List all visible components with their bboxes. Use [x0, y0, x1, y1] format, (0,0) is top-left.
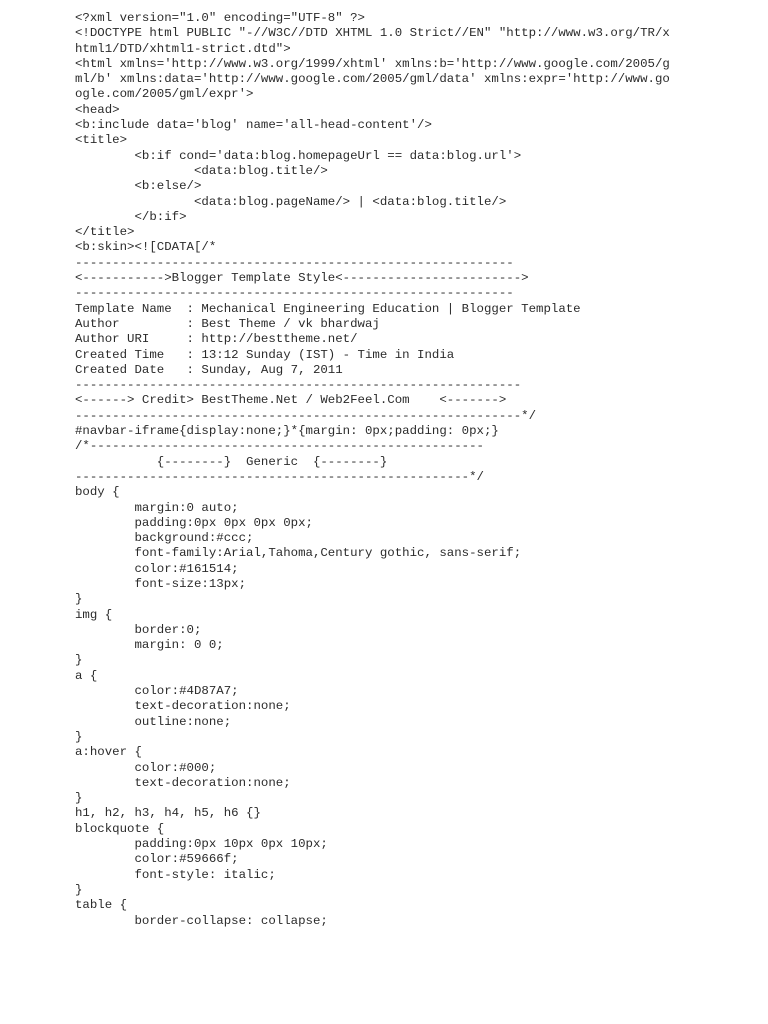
code-line: html1/DTD/xhtml1-strict.dtd">: [75, 41, 291, 56]
code-line: padding:0px 0px 0px 0px;: [75, 515, 313, 530]
code-line: border:0;: [75, 622, 202, 637]
code-line: outline:none;: [75, 714, 232, 729]
code-line: Template Name : Mechanical Engineering Education | Blogger Template: [75, 301, 581, 316]
code-line: }: [75, 729, 83, 744]
code-line: <?xml version="1.0" encoding="UTF-8" ?>: [75, 11, 365, 25]
code-line: text-decoration:none;: [75, 775, 291, 790]
code-line: color:#4D87A7;: [75, 684, 239, 699]
code-line: img {: [75, 607, 113, 622]
code-line: <html xmlns='http://www.w3.org/1999/xhtml' xmlns:b='http://www.google.com/2005/g: [75, 56, 670, 71]
code-line: }: [75, 592, 83, 607]
code-line: -----------------------------------------------------*/: [75, 469, 484, 484]
code-line: {--------} Generic {--------}: [75, 454, 388, 469]
code-line: <title>: [75, 133, 128, 148]
code-line: a {: [75, 668, 98, 683]
code-line: <data:blog.title/>: [75, 163, 328, 178]
code-line: text-decoration:none;: [75, 699, 291, 714]
code-line: <data:blog.pageName/> | <data:blog.title/>: [75, 194, 507, 209]
code-line: h1, h2, h3, h4, h5, h6 {}: [75, 806, 261, 821]
code-line: </title>: [75, 225, 135, 240]
code-line: ------------------------------------------------------------: [75, 378, 522, 393]
code-line: <!DOCTYPE html PUBLIC "-//W3C//DTD XHTML 1.0 Strict//EN" "http://www.w3.org/TR/x: [75, 26, 670, 41]
code-line: margin: 0 0;: [75, 638, 224, 653]
code-line: <------> Credit> BestTheme.Net / Web2Feel.Com <------->: [75, 393, 507, 408]
code-line: body {: [75, 485, 120, 500]
code-line: padding:0px 10px 0px 10px;: [75, 837, 328, 852]
code-line: table {: [75, 898, 128, 913]
code-line: #navbar-iframe{display:none;}*{margin: 0px;padding: 0px;}: [75, 424, 499, 439]
code-line: font-style: italic;: [75, 867, 276, 882]
code-line: font-size:13px;: [75, 576, 247, 591]
code-line: ml/b' xmlns:data='http://www.google.com/2005/gml/data' xmlns:expr='http://www.go: [75, 72, 670, 87]
code-line: background:#ccc;: [75, 531, 254, 546]
code-line: Author URI : http://besttheme.net/: [75, 332, 358, 347]
code-line: }: [75, 882, 83, 897]
code-line: a:hover {: [75, 745, 142, 760]
code-line: Author : Best Theme / vk bhardwaj: [75, 316, 380, 331]
code-line: }: [75, 791, 83, 806]
code-line: <----------->Blogger Template Style<------------------------>: [75, 271, 529, 286]
code-line: color:#59666f;: [75, 852, 239, 867]
code-line: -----------------------------------------------------------: [75, 255, 514, 270]
code-line: <b:include data='blog' name='all-head-content'/>: [75, 118, 432, 133]
code-line: Created Time : 13:12 Sunday (IST) - Time in India: [75, 347, 455, 362]
code-line: <b:if cond='data:blog.homepageUrl == data:blog.url'>: [75, 148, 522, 163]
code-line: ------------------------------------------------------------*/: [75, 408, 537, 423]
code-line: Created Date : Sunday, Aug 7, 2011: [75, 362, 343, 377]
code-document: [75, 11, 685, 929]
code-line: margin:0 auto;: [75, 500, 239, 515]
code-line: <b:else/>: [75, 179, 202, 194]
code-line: }: [75, 653, 83, 668]
code-line: ogle.com/2005/gml/expr'>: [75, 87, 254, 102]
code-line: <head>: [75, 102, 120, 117]
code-line: font-family:Arial,Tahoma,Century gothic, sans-serif;: [75, 546, 522, 561]
code-line: <b:skin><![CDATA[/*: [75, 240, 217, 255]
code-line: border-collapse: collapse;: [75, 913, 328, 928]
code-line: color:#000;: [75, 760, 217, 775]
code-line: </b:if>: [75, 209, 187, 224]
code-line: /*-----------------------------------------------------: [75, 439, 484, 454]
code-line: color:#161514;: [75, 561, 239, 576]
code-line: blockquote {: [75, 821, 165, 836]
code-line: -----------------------------------------------------------: [75, 286, 514, 301]
